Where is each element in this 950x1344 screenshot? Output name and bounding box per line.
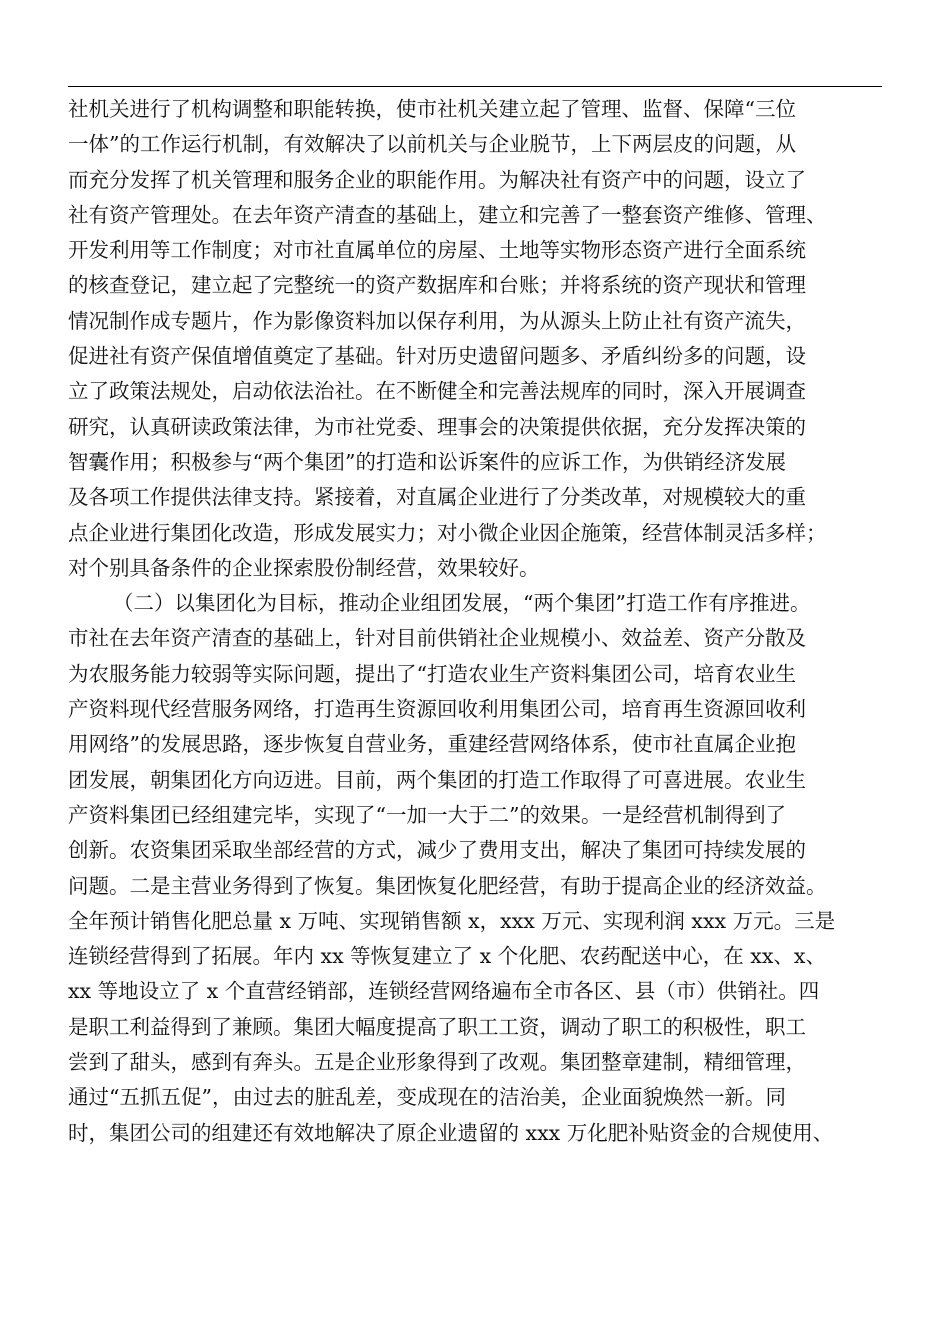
text-line: 研究，认真研读政策法律，为市社党委、理事会的决策提供依据，充分发挥决策的 [68,414,806,439]
text-line: 产资料集团已经组建完毕，实现了“一加一大于二”的效果。一是经营机制得到了 [68,802,786,827]
text-line: 促进社有资产保值增值奠定了基础。针对历史遗留问题多、矛盾纠纷多的问题，设 [68,344,806,369]
text-line: 创新。农资集团采取坐部经营的方式，减少了费用支出，解决了集团可持续发展的 [68,838,806,863]
text-line: 点企业进行集团化改造，形成发展实力；对小微企业因企施策，经营体制灵活多样； [68,520,827,545]
text-line: 市社在去年资产清查的基础上，针对目前供销社企业规模小、效益差、资产分散及 [68,626,806,651]
text-line: 智囊作用；积极参与“两个集团”的打造和讼诉案件的应诉工作，为供销经济发展 [68,449,786,474]
text-line: 的核查登记，建立起了完整统一的资产数据库和台账；并将系统的资产现状和管理 [68,273,806,298]
text-line: （二）以集团化为目标，推动企业组团发展，“两个集团”打造工作有序推进。 [113,591,811,616]
text-line: 而充分发挥了机关管理和服务企业的职能作用。为解决社有资产中的问题，设立了 [68,167,806,192]
text-line: 是职工利益得到了兼顾。集团大幅度提高了职工工资，调动了职工的积极性，职工 [68,1014,806,1039]
text-line: 产资料现代经营服务网络，打造再生资源回收利用集团公司，培育再生资源回收利 [68,697,806,722]
text-line: 开发利用等工作制度；对市社直属单位的房屋、土地等实物形态资产进行全面系统 [68,238,806,263]
text-line: 为农服务能力较弱等实际问题，提出了“打造农业生产资料集团公司，培育农业生 [68,661,796,686]
text-line: 一体”的工作运行机制，有效解决了以前机关与企业脱节，上下两层皮的问题，从 [68,132,796,157]
text-line: 及各项工作提供法律支持。紧接着，对直属企业进行了分类改革，对规模较大的重 [68,485,806,510]
text-line: 尝到了甜头，感到有奔头。五是企业形象得到了改观。集团整章建制，精细管理， [68,1050,806,1075]
text-line: 全年预计销售化肥总量 x 万吨、实现销售额 x，xxx 万元、实现利润 xxx 万元。三是 [68,908,836,933]
body-text [68,92,928,1151]
text-line: xx 等地设立了 x 个直营经销部，连锁经营网络遍布全市各区、县（市）供销社。四 [68,979,820,1004]
text-line: 团发展，朝集团化方向迈进。目前，两个集团的打造工作取得了可喜进展。农业生 [68,767,806,792]
text-line: 通过“五抓五促”，由过去的脏乱差，变成现在的洁治美，企业面貌焕然一新。同 [68,1085,786,1110]
text-line: 社有资产管理处。在去年资产清查的基础上，建立和完善了一整套资产维修、管理、 [68,202,827,227]
text-line: 立了政策法规处，启动依法治社。在不断健全和完善法规库的同时，深入开展调查 [68,379,806,404]
header-rule [68,86,882,87]
text-line: 用网络”的发展思路，逐步恢复自营业务，重建经营网络体系，使市社直属企业抱 [68,732,796,757]
text-line: 时，集团公司的组建还有效地解决了原企业遗留的 xxx 万化肥补贴资金的合规使用、 [68,1120,834,1145]
text-line: 问题。二是主营业务得到了恢复。集团恢复化肥经营，有助于提高企业的经济效益。 [68,873,827,898]
text-line: 对个别具备条件的企业探索股份制经营，效果较好。 [68,555,540,580]
text-line: 社机关进行了机构调整和职能转换，使市社机关建立起了管理、监督、保障“三位 [68,97,796,121]
text-line: 连锁经营得到了拓展。年内 xx 等恢复建立了 x 个化肥、农药配送中心，在 xx、x、 [68,944,826,969]
text-line: 情况制作成专题片，作为影像资料加以保存利用，为从源头上防止社有资产流失， [68,308,806,333]
